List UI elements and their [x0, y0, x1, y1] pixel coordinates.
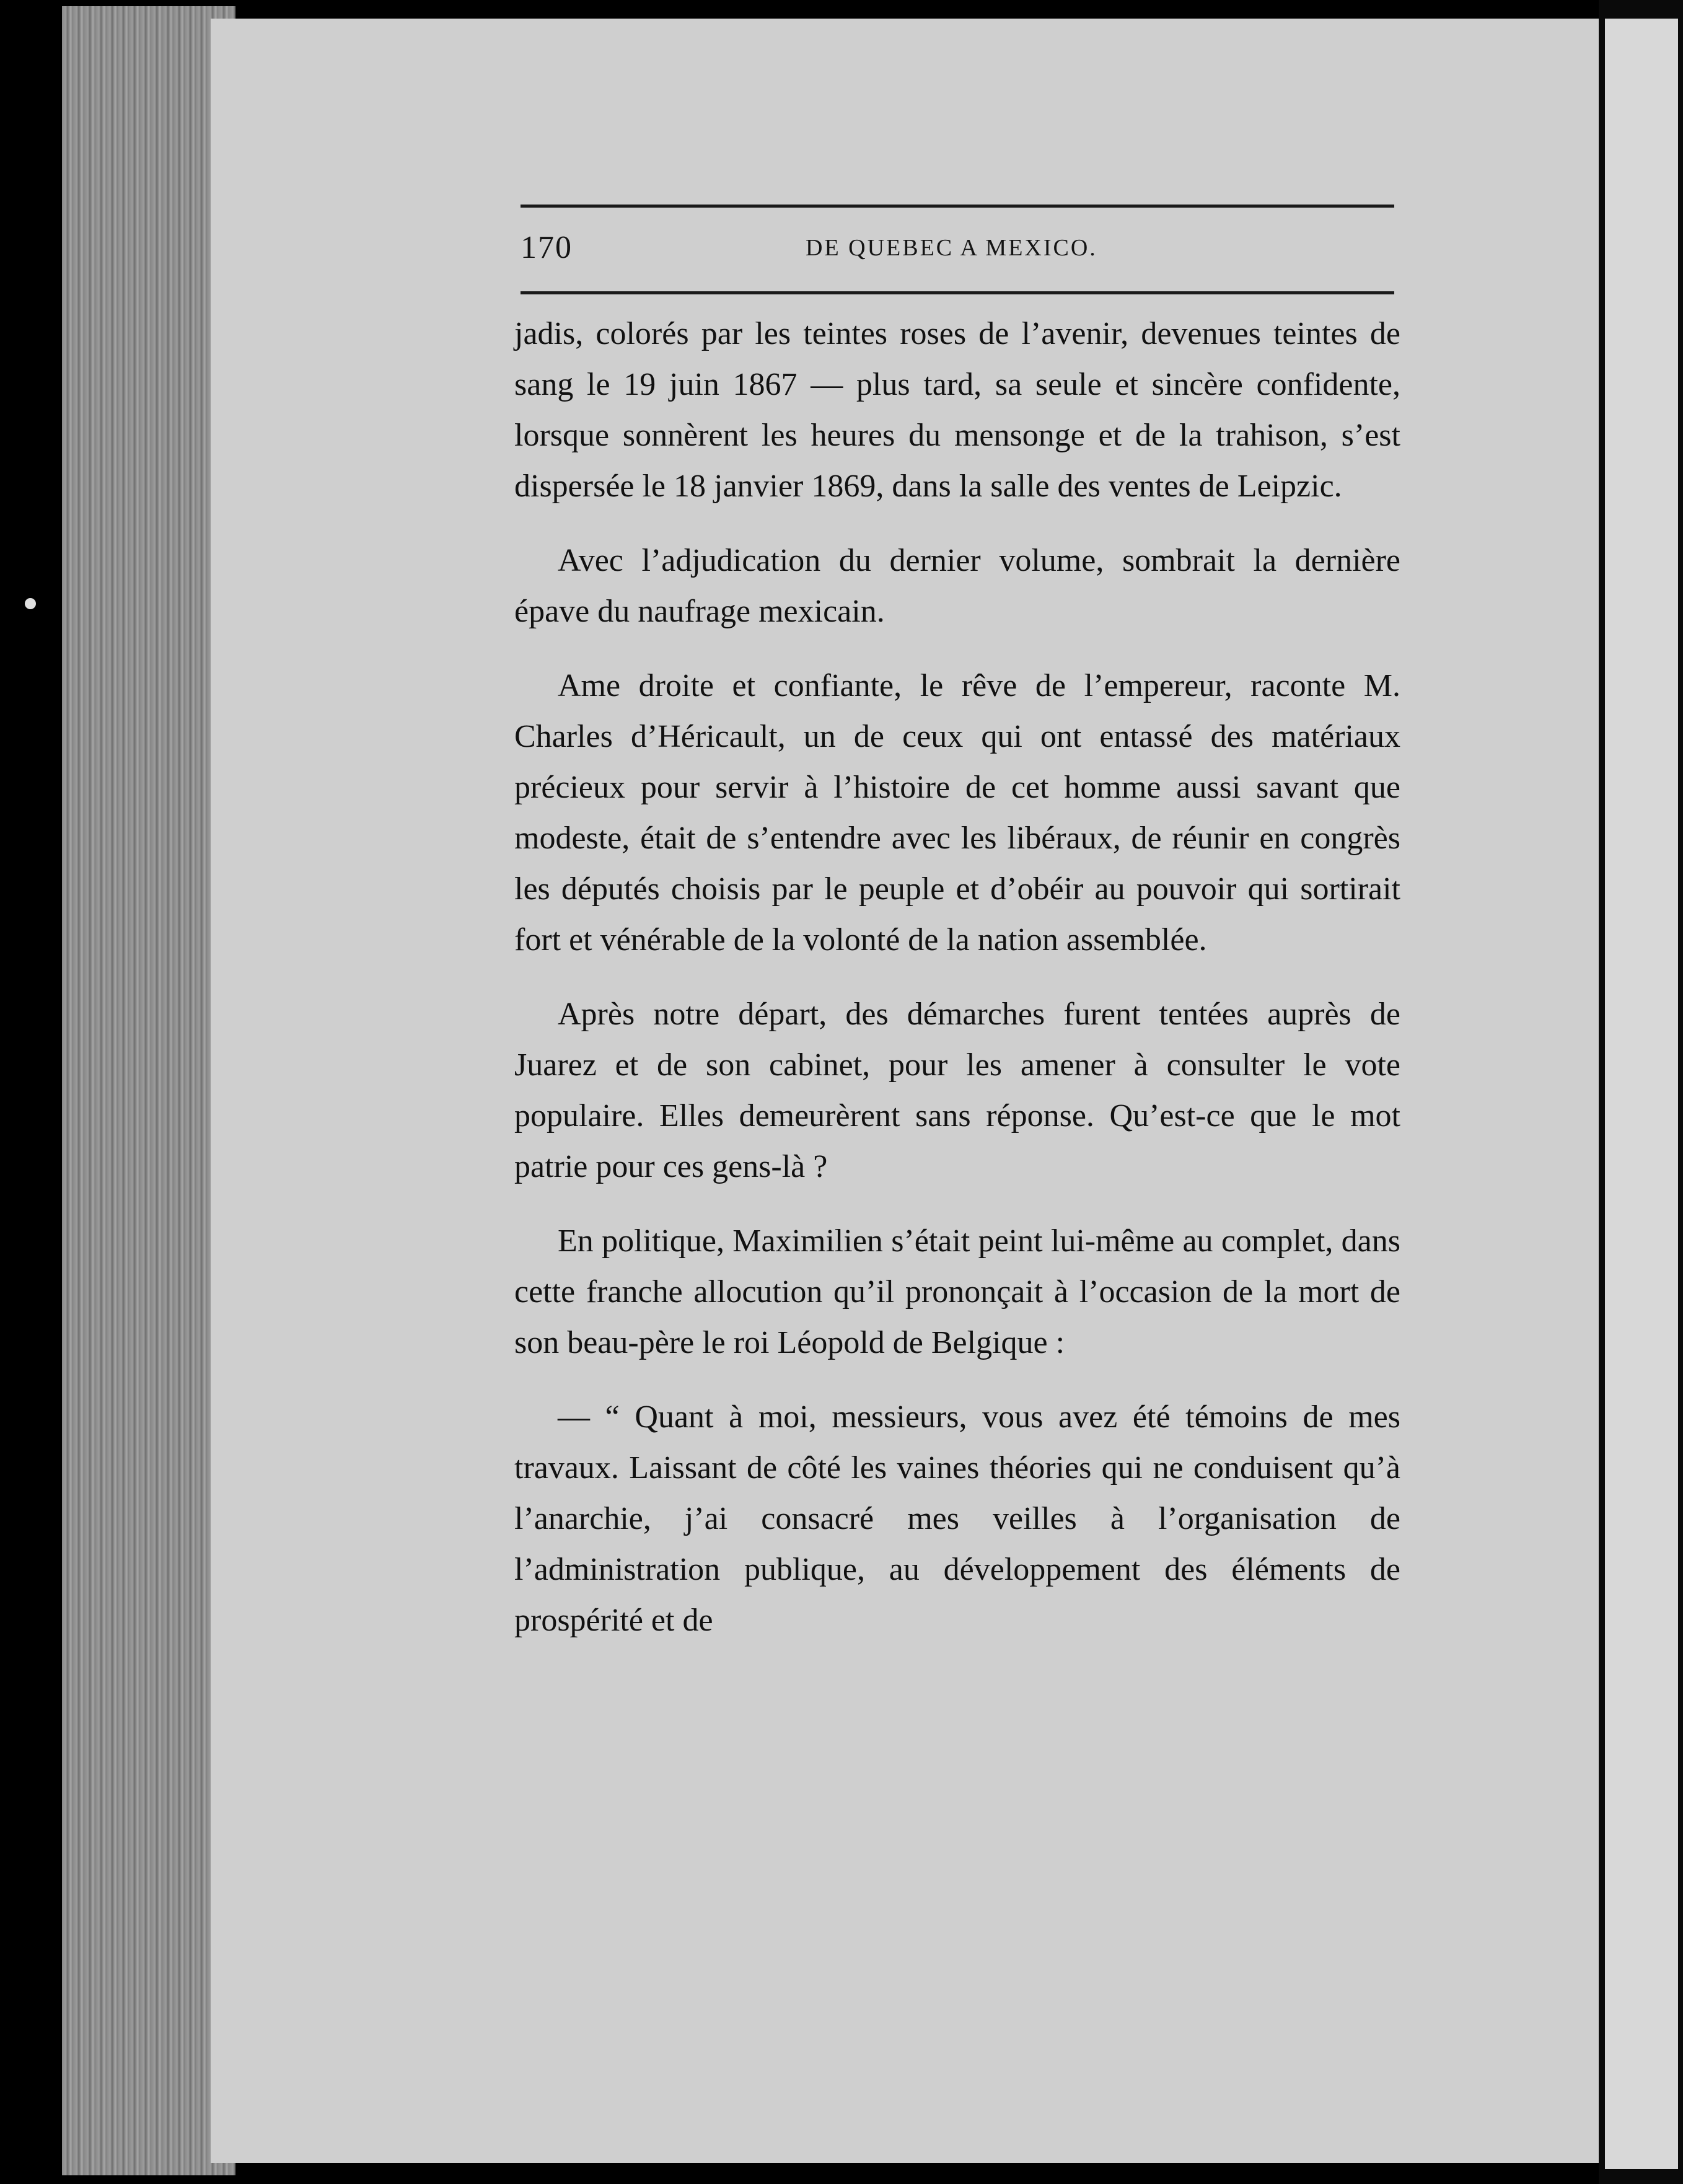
header-top-rule: [521, 205, 1394, 208]
quotation-paragraph: — “ Quant à moi, messieurs, vous avez été témoins de mes travaux. Laissant de côté les vaines théories qui ne conduisent qu’à l’anarchie, j’ai consacré mes veilles à l’organisation de l’administration publique, au développement des éléments de prospérité et de: [514, 1399, 1400, 1638]
facing-page-edge: [1605, 19, 1678, 2169]
running-head: [521, 229, 1394, 273]
book-page-edges: [62, 6, 235, 2175]
paragraph: Avec l’adjudication du dernier volume, sombrait la dernière épave du naufrage mexicain.: [514, 543, 1400, 629]
paragraph: En politique, Maximilien s’était peint lui-même au complet, dans cette franche allocution qu’il prononçait à l’occasion de la mort de son beau-père le roi Léopold de Belgique :: [514, 1223, 1400, 1360]
running-title: DE QUEBEC A MEXICO.: [806, 235, 1097, 261]
page-number: 170: [521, 230, 573, 265]
paragraph: Ame droite et confiante, le rêve de l’empereur, raconte M. Charles d’Héricault, un de ceux qui ont entassé des matériaux précieux pour servir à l’histoire de cet homme aussi savant que modeste, était de s’entendre avec les libéraux, de réunir en congrès les députés choisis par le peuple et d’obéir au pouvoir qui sortirait fort et vénérable de la volonté de la nation assemblée.: [514, 668, 1400, 958]
paragraph: Après notre départ, des démarches furent tentées auprès de Juarez et de son cabinet, pour les amener à consulter le vote populaire. Elles demeurèrent sans réponse. Qu’est-ce que le mot patrie pour ces gens-là ?: [514, 997, 1400, 1184]
scan-artifact: [25, 598, 36, 609]
header-bottom-rule: [521, 291, 1394, 294]
paragraph-continued: jadis, colorés par les teintes roses de l’avenir, devenues teintes de sang le 19 juin 1867 — plus tard, sa seule et sincère confidente, lorsque sonnèrent les heures du mensonge et de la trahison, s’est dispersée le 18 janvier 1869, dans la salle des ventes de Leipzic.: [514, 316, 1400, 504]
body-text: [514, 309, 1400, 1670]
